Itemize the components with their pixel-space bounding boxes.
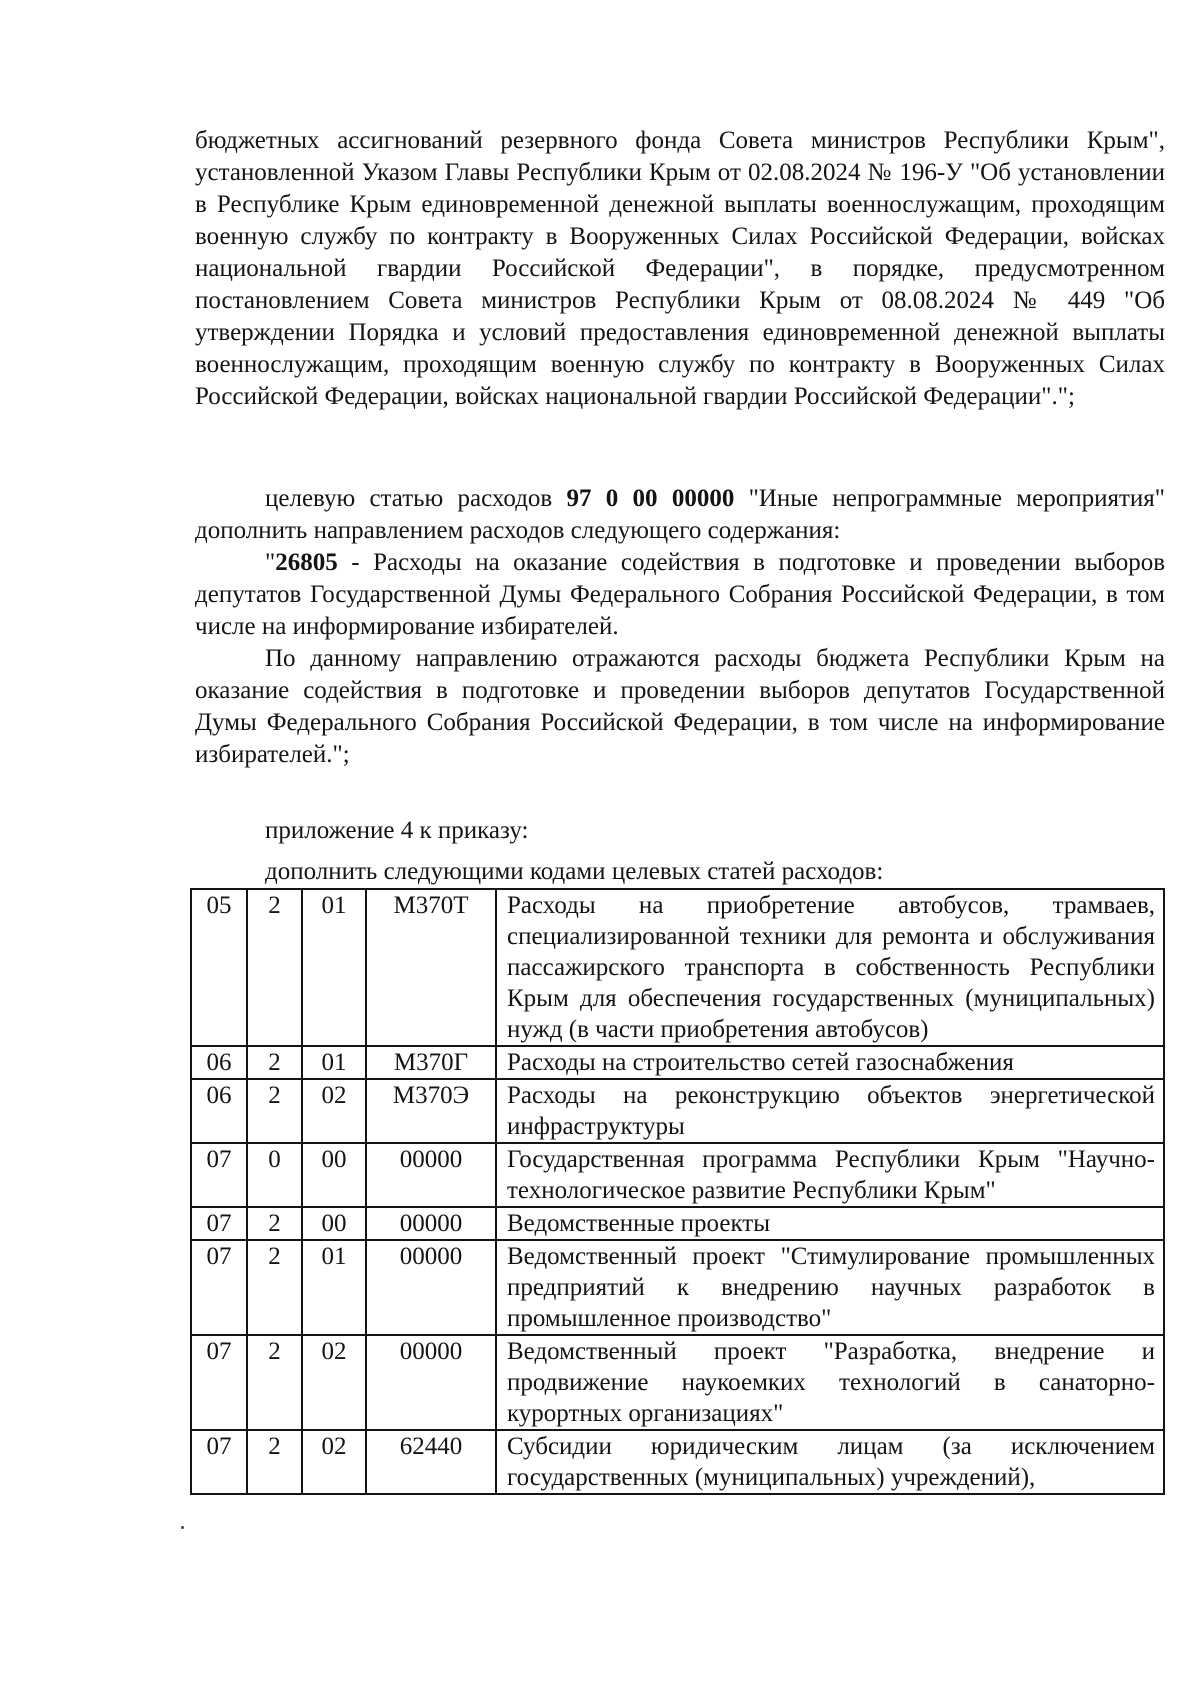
direction-code-cell: 00000 [366, 1240, 496, 1335]
subprogram-code-cell: 2 [247, 1046, 302, 1079]
article-code: 97 0 00 00000 [566, 485, 735, 512]
subprogram-code-cell: 2 [247, 889, 302, 1046]
target-article-codes-table [190, 888, 1165, 1495]
direction-code-cell: 00000 [366, 1143, 496, 1207]
event-code-cell: 01 [302, 889, 366, 1046]
scan-speck [181, 1526, 184, 1529]
program-code-cell: 06 [191, 1046, 247, 1079]
paragraph-text: бюджетных ассигнований резервного фонда Совета министров Республики Крым", установленной Указом Главы Республики Крым от 02.08.2024 № 196-У "Об установлении в Республике Крым единовременной денежной выплаты военнослужащим, проходящим военную службу по контракту в Вооруженных Силах Российской Федерации, войсках национальной гвардии Российской Федерации", в порядке, предусмотренном постановлением Совета министров Республики Крым от 08.08.2024 № 449 "Об утверждении Порядка и условий предоставления единовременной денежной выплаты военнослужащим, проходящим военную службу по контракту в Вооруженных Силах Российской Федерации, войсках национальной гвардии Российской Федерации"."; [195, 127, 1165, 410]
event-code-cell: 01 [302, 1240, 366, 1335]
subprogram-code-cell: 2 [247, 1335, 302, 1430]
expense-direction-code: 26805 [275, 549, 338, 576]
table-row [191, 1335, 1164, 1430]
program-code-cell: 07 [191, 1335, 247, 1430]
description-cell: Субсидии юридическим лицам (за исключением государственных (муниципальных) учреждений), [496, 1430, 1164, 1494]
direction-code-cell: М370Г [366, 1046, 496, 1079]
table-row [191, 889, 1164, 1046]
expense-direction-paragraph [195, 547, 1165, 643]
event-code-cell: 02 [302, 1430, 366, 1494]
target-article-paragraph [195, 483, 1165, 547]
program-code-cell: 07 [191, 1430, 247, 1494]
subprogram-code-cell: 2 [247, 1207, 302, 1240]
direction-code-cell: М370Э [366, 1079, 496, 1143]
description-cell: Расходы на строительство сетей газоснабжения [496, 1046, 1164, 1079]
table-intro: дополнить следующими кодами целевых статей расходов: [265, 858, 884, 885]
table-row [191, 1240, 1164, 1335]
table-row [191, 1079, 1164, 1143]
expense-direction-text: - Расходы на оказание содействия в подготовке и проведении выборов депутатов Государственной Думы Федерального Собрания Российской Федерации, в том числе на информирование избирателей. [195, 549, 1165, 640]
annex-heading: приложение 4 к приказу: [265, 817, 529, 844]
article-prefix: целевую статью расходов [265, 485, 567, 512]
description-cell: Расходы на реконструкцию объектов энергетической инфраструктуры [496, 1079, 1164, 1143]
program-code-cell: 07 [191, 1240, 247, 1335]
table-row [191, 1143, 1164, 1207]
subprogram-code-cell: 2 [247, 1240, 302, 1335]
direction-code-cell: 00000 [366, 1207, 496, 1240]
table-row [191, 1430, 1164, 1494]
event-code-cell: 00 [302, 1207, 366, 1240]
subprogram-code-cell: 2 [247, 1079, 302, 1143]
article-suffix: "Иные непрограммные мероприятия" дополнить направлением расходов следующего содержания: [195, 485, 1165, 544]
event-code-cell: 00 [302, 1143, 366, 1207]
direction-code-cell: 00000 [366, 1335, 496, 1430]
amendment-section [195, 483, 1165, 771]
expense-description-paragraph: По данному направлению отражаются расходы бюджета Республики Крым на оказание содействия в подготовке и проведении выборов депутатов Государственной Думы Федерального Собрания Российской Федерации, в том числе на информирование избирателей."; [195, 645, 1165, 768]
event-code-cell: 01 [302, 1046, 366, 1079]
description-cell: Ведомственный проект "Стимулирование промышленных предприятий к внедрению научных разработок в промышленное производство" [496, 1240, 1164, 1335]
event-code-cell: 02 [302, 1335, 366, 1430]
continuation-paragraph [195, 125, 1165, 413]
description-cell: Государственная программа Республики Крым "Научно-технологическое развитие Республики Крым" [496, 1143, 1164, 1207]
description-cell: Ведомственный проект "Разработка, внедрение и продвижение наукоемких технологий в санаторно-курортных организациях" [496, 1335, 1164, 1430]
subprogram-code-cell: 0 [247, 1143, 302, 1207]
table-row [191, 1207, 1164, 1240]
direction-code-cell: М370Т [366, 889, 496, 1046]
event-code-cell: 02 [302, 1079, 366, 1143]
program-code-cell: 06 [191, 1079, 247, 1143]
direction-code-cell: 62440 [366, 1430, 496, 1494]
table-row [191, 1046, 1164, 1079]
program-code-cell: 07 [191, 1207, 247, 1240]
description-cell: Расходы на приобретение автобусов, трамваев, специализированной техники для ремонта и обслуживания пассажирского транспорта в собственность Республики Крым для обеспечения государственных (муниципальных) нужд (в части приобретения автобусов) [496, 889, 1164, 1046]
open-quote: " [265, 549, 276, 576]
subprogram-code-cell: 2 [247, 1430, 302, 1494]
program-code-cell: 05 [191, 889, 247, 1046]
description-cell: Ведомственные проекты [496, 1207, 1164, 1240]
program-code-cell: 07 [191, 1143, 247, 1207]
